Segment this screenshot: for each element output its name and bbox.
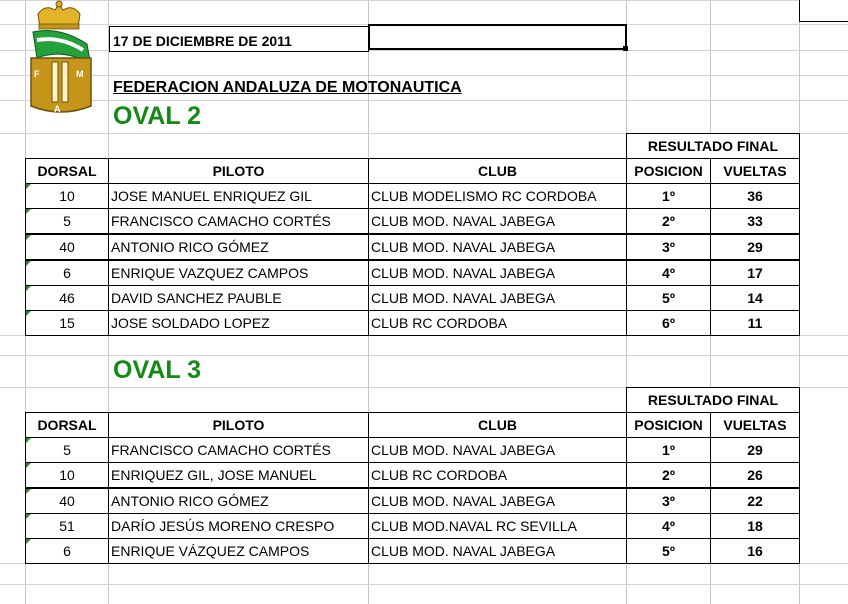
- piloto-cell[interactable]: ENRIQUE VÁZQUEZ CAMPOS: [108, 538, 369, 564]
- dorsal-cell[interactable]: 46: [25, 285, 109, 311]
- cell-indicator-mark: [26, 463, 31, 468]
- posicion-cell[interactable]: 6º: [626, 310, 711, 336]
- posicion-cell[interactable]: 1º: [626, 437, 711, 463]
- vueltas-header[interactable]: VUELTAS: [710, 158, 800, 184]
- federation-logo: [25, 0, 97, 118]
- dorsal-cell[interactable]: 5: [25, 208, 109, 234]
- cell-indicator-mark: [26, 235, 31, 240]
- club-cell[interactable]: CLUB MOD.NAVAL RC SEVILLA: [368, 513, 627, 539]
- cell-indicator-mark: [26, 489, 31, 494]
- piloto-cell[interactable]: FRANCISCO CAMACHO CORTÉS: [108, 208, 369, 234]
- posicion-cell[interactable]: 2º: [626, 462, 711, 488]
- piloto-header[interactable]: PILOTO: [108, 412, 369, 438]
- dorsal-cell[interactable]: 40: [25, 234, 109, 260]
- vueltas-cell[interactable]: 29: [710, 234, 800, 260]
- vueltas-cell[interactable]: 26: [710, 462, 800, 488]
- grid-row-line: [0, 584, 848, 585]
- vueltas-cell[interactable]: 17: [710, 260, 800, 286]
- vueltas-cell[interactable]: 29: [710, 437, 800, 463]
- federation-title: FEDERACION ANDALUZA DE MOTONAUTICA: [113, 79, 462, 96]
- vueltas-cell[interactable]: 16: [710, 538, 800, 564]
- dorsal-cell[interactable]: 40: [25, 488, 109, 514]
- dorsal-cell[interactable]: 10: [25, 183, 109, 209]
- piloto-cell[interactable]: DARÍO JESÚS MORENO CRESPO: [108, 513, 369, 539]
- club-cell[interactable]: CLUB MOD. NAVAL JABEGA: [368, 488, 627, 514]
- piloto-cell[interactable]: ENRIQUEZ GIL, JOSE MANUEL: [108, 462, 369, 488]
- posicion-header[interactable]: POSICION: [626, 412, 711, 438]
- offscreen-cell-border: [799, 0, 848, 22]
- club-cell[interactable]: CLUB MODELISMO RC CORDOBA: [368, 183, 627, 209]
- vueltas-cell[interactable]: 14: [710, 285, 800, 311]
- shield-icon: [31, 58, 91, 112]
- dorsal-cell[interactable]: 6: [25, 260, 109, 286]
- grid-row-line: [0, 0, 848, 1]
- dorsal-header[interactable]: DORSAL: [25, 412, 109, 438]
- posicion-cell[interactable]: 5º: [626, 538, 711, 564]
- piloto-cell[interactable]: ENRIQUE VAZQUEZ CAMPOS: [108, 260, 369, 286]
- selected-cell[interactable]: [368, 24, 627, 50]
- piloto-cell[interactable]: FRANCISCO CAMACHO CORTÉS: [108, 437, 369, 463]
- vueltas-cell[interactable]: 11: [710, 310, 800, 336]
- posicion-cell[interactable]: 4º: [626, 513, 711, 539]
- piloto-header[interactable]: PILOTO: [108, 158, 369, 184]
- logo-letter-f: F: [34, 69, 40, 79]
- event-date-cell[interactable]: 17 DE DICIEMBRE DE 2011: [109, 26, 369, 52]
- dorsal-cell[interactable]: 51: [25, 513, 109, 539]
- posicion-cell[interactable]: 3º: [626, 234, 711, 260]
- club-cell[interactable]: CLUB MOD. NAVAL JABEGA: [368, 260, 627, 286]
- dorsal-cell[interactable]: 10: [25, 462, 109, 488]
- cell-indicator-mark: [26, 184, 31, 189]
- posicion-cell[interactable]: 1º: [626, 183, 711, 209]
- posicion-cell[interactable]: 5º: [626, 285, 711, 311]
- cell-indicator-mark: [26, 539, 31, 544]
- dorsal-cell[interactable]: 6: [25, 538, 109, 564]
- club-cell[interactable]: CLUB RC CORDOBA: [368, 310, 627, 336]
- club-cell[interactable]: CLUB MOD. NAVAL JABEGA: [368, 234, 627, 260]
- logo-letter-a: A: [54, 104, 61, 114]
- piloto-cell[interactable]: ANTONIO RICO GÓMEZ: [108, 234, 369, 260]
- dorsal-cell[interactable]: 5: [25, 437, 109, 463]
- piloto-cell[interactable]: DAVID SANCHEZ PAUBLE: [108, 285, 369, 311]
- resultado-final-header[interactable]: RESULTADO FINAL: [626, 133, 800, 159]
- cell-indicator-mark: [26, 311, 31, 316]
- posicion-cell[interactable]: 3º: [626, 488, 711, 514]
- cell-indicator-mark: [26, 514, 31, 519]
- piloto-cell[interactable]: JOSE SOLDADO LOPEZ: [108, 310, 369, 336]
- grid-row-line: [0, 100, 848, 101]
- vueltas-cell[interactable]: 18: [710, 513, 800, 539]
- logo-letter-m: M: [76, 69, 84, 79]
- crown-icon: [38, 1, 80, 29]
- dorsal-header[interactable]: DORSAL: [25, 158, 109, 184]
- cell-indicator-mark: [26, 438, 31, 443]
- resultado-final-header[interactable]: RESULTADO FINAL: [626, 387, 800, 413]
- club-cell[interactable]: CLUB MOD. NAVAL JABEGA: [368, 437, 627, 463]
- cell-indicator-mark: [26, 286, 31, 291]
- club-cell[interactable]: CLUB MOD. NAVAL JABEGA: [368, 285, 627, 311]
- vueltas-cell[interactable]: 22: [710, 488, 800, 514]
- club-cell[interactable]: CLUB RC CORDOBA: [368, 462, 627, 488]
- oval-2-title: OVAL 2: [113, 102, 201, 130]
- cell-indicator-mark: [26, 209, 31, 214]
- posicion-header[interactable]: POSICION: [626, 158, 711, 184]
- posicion-cell[interactable]: 4º: [626, 260, 711, 286]
- grid-row-line: [0, 75, 848, 76]
- club-header[interactable]: CLUB: [368, 412, 627, 438]
- piloto-cell[interactable]: JOSE MANUEL ENRIQUEZ GIL: [108, 183, 369, 209]
- club-header[interactable]: CLUB: [368, 158, 627, 184]
- posicion-cell[interactable]: 2º: [626, 208, 711, 234]
- vueltas-cell[interactable]: 36: [710, 183, 800, 209]
- club-cell[interactable]: CLUB MOD. NAVAL JABEGA: [368, 538, 627, 564]
- dorsal-cell[interactable]: 15: [25, 310, 109, 336]
- vueltas-header[interactable]: VUELTAS: [710, 412, 800, 438]
- vueltas-cell[interactable]: 33: [710, 208, 800, 234]
- fill-handle[interactable]: [623, 46, 628, 51]
- piloto-cell[interactable]: ANTONIO RICO GÓMEZ: [108, 488, 369, 514]
- club-cell[interactable]: CLUB MOD. NAVAL JABEGA: [368, 208, 627, 234]
- oval-3-title: OVAL 3: [113, 356, 201, 384]
- cell-indicator-mark: [26, 261, 31, 266]
